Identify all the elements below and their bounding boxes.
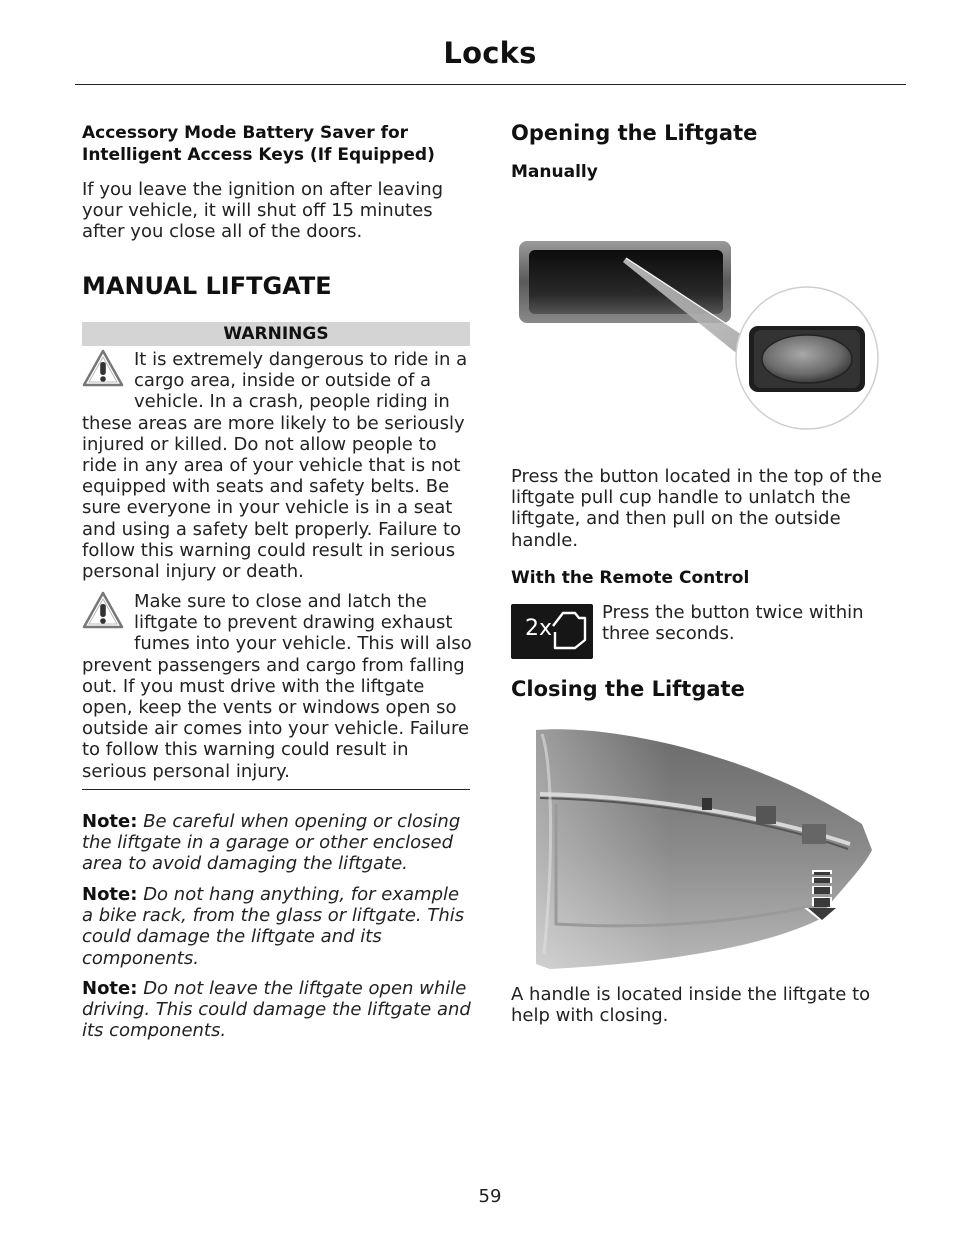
remote-instructions-text: Press the button twice within three seconds. bbox=[602, 602, 864, 645]
liftgate-interior-illustration bbox=[530, 724, 880, 972]
note-2 bbox=[82, 884, 472, 969]
warning-item-1 bbox=[82, 349, 472, 582]
warning-item-2 bbox=[82, 591, 472, 782]
page-number: 59 bbox=[478, 1186, 502, 1207]
closing-liftgate-heading: Closing the Liftgate bbox=[511, 677, 745, 701]
note-label: Note: bbox=[82, 884, 138, 905]
manual-instructions-text: Press the button located in the top of the liftgate pull cup handle to unlatch the liftgate, and then pull on the outside handle. bbox=[511, 466, 882, 551]
remote-icon-label: 2x bbox=[525, 616, 553, 641]
note-text: Be careful when opening or closing the liftgate in a garage or other enclosed area to avoid damaging the liftgate. bbox=[82, 811, 461, 875]
note-label: Note: bbox=[82, 978, 138, 999]
battery-saver-heading-line1: Accessory Mode Battery Saver for bbox=[82, 123, 409, 143]
warning-triangle-icon bbox=[82, 591, 124, 629]
battery-saver-heading bbox=[82, 123, 472, 166]
liftgate-handle-illustration bbox=[511, 230, 891, 435]
remote-liftgate-2x-icon bbox=[511, 604, 593, 659]
warnings-banner: WARNINGS bbox=[82, 322, 470, 346]
open-liftgate-icon bbox=[549, 608, 589, 654]
opening-liftgate-heading: Opening the Liftgate bbox=[511, 121, 758, 145]
manually-heading: Manually bbox=[511, 162, 598, 182]
note-1 bbox=[82, 811, 472, 875]
note-label: Note: bbox=[82, 811, 138, 832]
battery-saver-text: If you leave the ignition on after leaving your vehicle, it will shut off 15 minutes after you close all of the doors. bbox=[82, 179, 444, 243]
warning-text-2: Make sure to close and latch the liftgate to prevent drawing exhaust fumes into your vehicle. This will also prevent passengers and cargo from falling out. If you must drive with the liftgate open, keep the vents or windows open so outside air comes into your vehicle. Failure to follow this warning could result in serious personal injury. bbox=[82, 591, 472, 782]
note-text: Do not leave the liftgate open while driving. This could damage the liftgate and its components. bbox=[82, 978, 471, 1042]
closing-instructions-text: A handle is located inside the liftgate to help with closing. bbox=[511, 984, 871, 1027]
warning-triangle-icon bbox=[82, 349, 124, 387]
warnings-end-divider bbox=[82, 789, 470, 790]
warning-text-1: It is extremely dangerous to ride in a cargo area, inside or outside of a vehicle. In a crash, people riding in these areas are more likely to be seriously injured or killed. Do not allow people to ride in any area of your vehicle that is not equipped with seats and safety belts. Be sure everyone in your vehicle is in a seat and using a safety belt properly. Failure to follow this warning could result in serious personal injury or death. bbox=[82, 349, 468, 583]
remote-control-heading: With the Remote Control bbox=[511, 568, 750, 588]
note-text: Do not hang anything, for example a bike rack, from the glass or liftgate. This could damage the liftgate and its components. bbox=[82, 884, 465, 969]
manual-liftgate-heading: MANUAL LIFTGATE bbox=[82, 272, 332, 300]
page-title: Locks bbox=[443, 36, 537, 70]
battery-saver-heading-line2: Intelligent Access Keys (If Equipped) bbox=[82, 144, 435, 165]
note-3 bbox=[82, 978, 472, 1042]
title-divider bbox=[75, 84, 906, 85]
